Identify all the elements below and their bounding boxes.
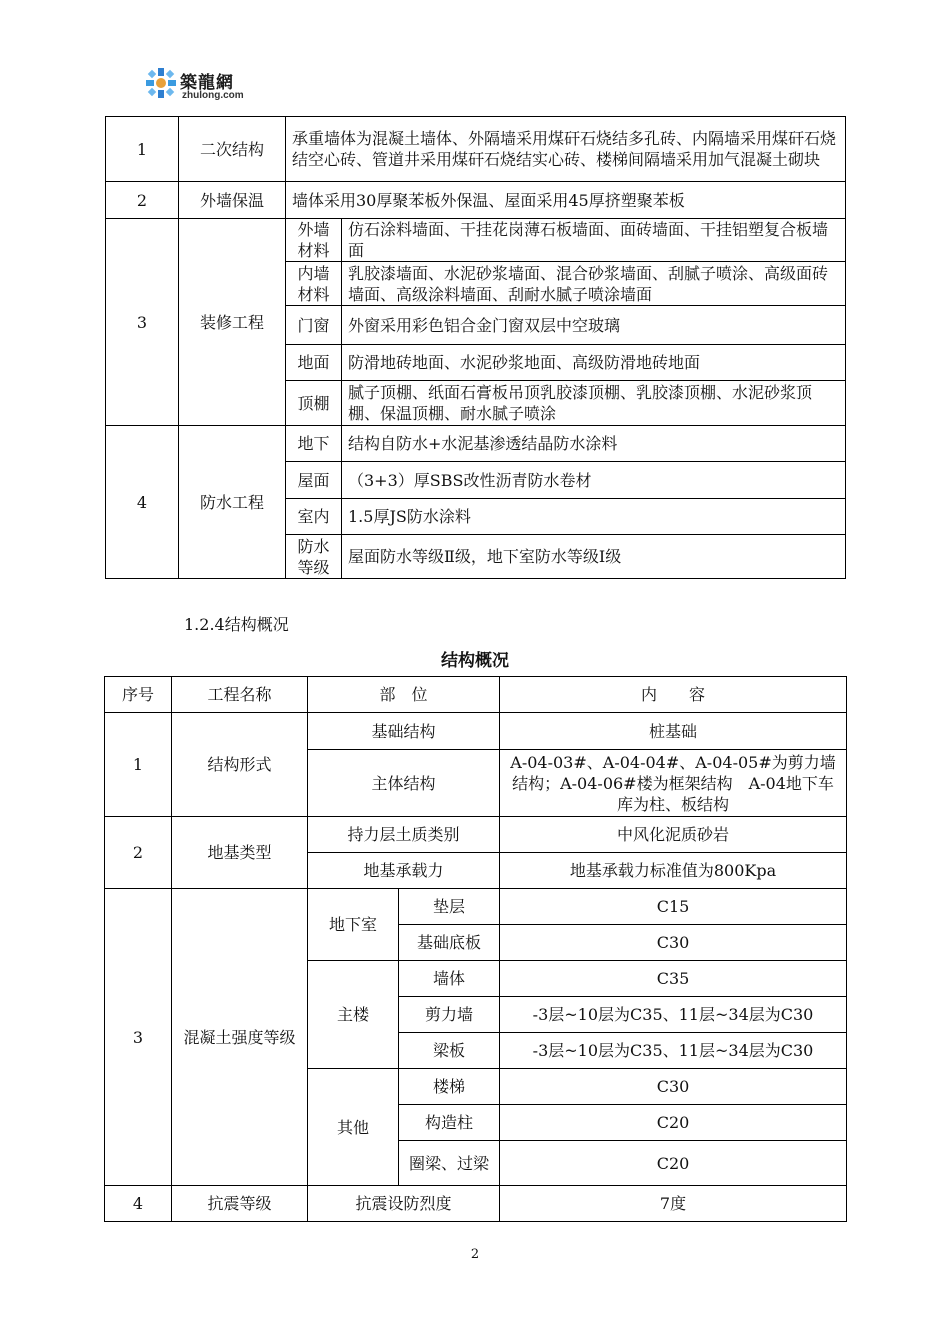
content-cell: A-04-03#、A-04-04#、A-04-05#为剪力墙结构；A-04-06#楼为框架结构 A-04地下车库为柱、板结构 (500, 750, 847, 817)
logo-mark-icon (144, 66, 178, 100)
content-cell: C30 (500, 925, 847, 961)
sub-label: 室内 (286, 499, 342, 535)
logo-chinese-text: 築龍網 (180, 73, 234, 93)
table-row (106, 182, 846, 219)
group-cell: 主楼 (308, 961, 399, 1069)
table-row (106, 117, 846, 182)
header-cell: 工程名称 (172, 677, 308, 713)
row-number: 4 (106, 426, 179, 579)
item-name: 装修工程 (179, 219, 286, 426)
table-row (106, 219, 846, 262)
sub-content: 乳胶漆墙面、水泥砂浆墙面、混合砂浆墙面、刮腻子喷涂、高级面砖墙面、高级涂料墙面、刮耐水腻子喷涂墙面 (342, 262, 846, 306)
row-number: 4 (105, 1186, 172, 1222)
content-cell: C35 (500, 961, 847, 997)
item-name: 结构形式 (172, 713, 308, 817)
page-number: 2 (470, 1247, 480, 1262)
part-cell: 持力层土质类别 (308, 817, 500, 853)
part-cell: 抗震设防烈度 (308, 1186, 500, 1222)
table-title: 结构概况 (441, 651, 509, 671)
content-cell: C30 (500, 1069, 847, 1105)
header-cell: 部 位 (308, 677, 500, 713)
item-name: 抗震等级 (172, 1186, 308, 1222)
content-cell: C15 (500, 889, 847, 925)
table-row (105, 889, 847, 925)
sub-label: 顶棚 (286, 381, 342, 426)
row-number: 1 (105, 713, 172, 817)
header-cell: 内 容 (500, 677, 847, 713)
sub-content: 腻子顶棚、纸面石膏板吊顶乳胶漆顶棚、乳胶漆顶棚、水泥砂浆顶棚、保温顶棚、耐水腻子喷涂 (342, 381, 846, 426)
content-cell: -3层~10层为C35、11层~34层为C30 (500, 997, 847, 1033)
sub-content: 结构自防水+水泥基渗透结晶防水涂料 (342, 426, 846, 462)
sub-label: 门窗 (286, 306, 342, 345)
logo-domain-text: zhulong.com (182, 90, 244, 101)
content-cell: C20 (500, 1141, 847, 1186)
table-row (106, 426, 846, 462)
part-cell: 基础底板 (399, 925, 500, 961)
sub-label: 外墙材料 (286, 219, 342, 262)
content-cell: -3层~10层为C35、11层~34层为C30 (500, 1033, 847, 1069)
sub-label: 防水等级 (286, 535, 342, 579)
item-name: 混凝土强度等级 (172, 889, 308, 1186)
item-name: 防水工程 (179, 426, 286, 579)
sub-content: 屋面防水等级Ⅱ级，地下室防水等级Ⅰ级 (342, 535, 846, 579)
row-number: 2 (105, 817, 172, 889)
part-cell: 地基承载力 (308, 853, 500, 889)
table-header-row (105, 677, 847, 713)
part-cell: 圈梁、过梁 (399, 1141, 500, 1186)
part-cell: 梁板 (399, 1033, 500, 1069)
row-number: 3 (106, 219, 179, 426)
sub-content: 1.5厚JS防水涂料 (342, 499, 846, 535)
row-number: 1 (106, 117, 179, 182)
part-cell: 剪力墙 (399, 997, 500, 1033)
part-cell: 垫层 (399, 889, 500, 925)
section-heading: 1.2.4结构概况 (184, 615, 289, 634)
group-cell: 其他 (308, 1069, 399, 1186)
table-row (105, 1186, 847, 1222)
content-cell: 中风化泥质砂岩 (500, 817, 847, 853)
content-cell: 地基承载力标准值为800Kpa (500, 853, 847, 889)
item-name: 外墙保温 (179, 182, 286, 219)
sub-label: 屋面 (286, 462, 342, 499)
row-number: 3 (105, 889, 172, 1186)
part-cell: 基础结构 (308, 713, 500, 750)
sub-content: 仿石涂料墙面、干挂花岗薄石板墙面、面砖墙面、干挂铝塑复合板墙面 (342, 219, 846, 262)
sub-content: （3+3）厚SBS改性沥青防水卷材 (342, 462, 846, 499)
item-name: 二次结构 (179, 117, 286, 182)
content-cell: 7度 (500, 1186, 847, 1222)
part-cell: 墙体 (399, 961, 500, 997)
sub-label: 地下 (286, 426, 342, 462)
part-cell: 构造柱 (399, 1105, 500, 1141)
content-cell: 桩基础 (500, 713, 847, 750)
item-content: 墙体采用30厚聚苯板外保温、屋面采用45厚挤塑聚苯板 (286, 182, 846, 219)
content-cell: C20 (500, 1105, 847, 1141)
header-cell: 序号 (105, 677, 172, 713)
item-content: 承重墙体为混凝土墙体、外隔墙采用煤矸石烧结多孔砖、内隔墙采用煤矸石烧结空心砖、管道井采用煤矸石烧结实心砖、楼梯间隔墙采用加气混凝土砌块 (286, 117, 846, 182)
table-row (105, 713, 847, 750)
sub-content: 外窗采用彩色铝合金门窗双层中空玻璃 (342, 306, 846, 345)
part-cell: 楼梯 (399, 1069, 500, 1105)
part-cell: 主体结构 (308, 750, 500, 817)
sub-label: 地面 (286, 345, 342, 381)
table-row (105, 817, 847, 853)
row-number: 2 (106, 182, 179, 219)
zhulong-logo (144, 66, 254, 106)
sub-label: 内墙材料 (286, 262, 342, 306)
item-name: 地基类型 (172, 817, 308, 889)
construction-table (105, 116, 846, 579)
sub-content: 防滑地砖地面、水泥砂浆地面、高级防滑地砖地面 (342, 345, 846, 381)
structure-overview-table (104, 676, 847, 1222)
group-cell: 地下室 (308, 889, 399, 961)
